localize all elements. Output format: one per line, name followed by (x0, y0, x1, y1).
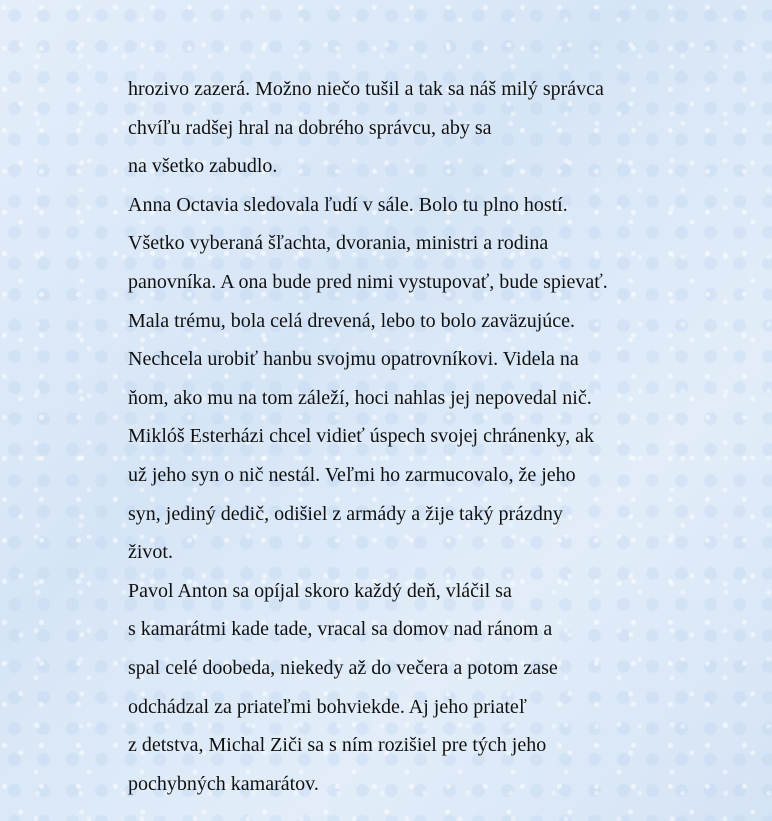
text-line: syn, jediný dedič, odišiel z armády a žije taký prázdny (128, 502, 563, 525)
text-line: Anna Octavia sledovala ľudí v sále. Bolo tu plno hostí. (128, 193, 568, 216)
text-line: odchádzal za priateľmi bohviekde. Aj jeho priateľ (128, 695, 527, 718)
text-line: Nechcela urobiť hanbu svojmu opatrovníkovi. Videla na (128, 348, 579, 371)
text-line: panovníka. A ona bude pred nimi vystupovať, bude spievať. (128, 270, 608, 293)
text-line: Miklóš Esterházi chcel vidieť úspech svojej chránenky, ak (128, 425, 594, 448)
body-text (128, 70, 728, 803)
text-line: hrozivo zazerá. Možno niečo tušil a tak sa náš milý správca (128, 78, 604, 100)
text-line: spal celé doobeda, niekedy až do večera a potom zase (128, 656, 558, 679)
text-line: život. (128, 541, 173, 564)
text-line: už jeho syn o nič nestál. Veľmi ho zarmucovalo, že jeho (128, 463, 576, 486)
text-line: z detstva, Michal Ziči sa s ním rozišiel pre tých jeho (128, 734, 547, 757)
text-line: ňom, ako mu na tom záleží, hoci nahlas jej nepovedal nič. (128, 386, 592, 409)
text-line: Mala trému, bola celá drevená, lebo to bolo zaväzujúce. (128, 309, 576, 332)
text-line: Všetko vyberaná šľachta, dvorania, ministri a rodina (128, 232, 549, 255)
text-line: na všetko zabudlo. (128, 155, 278, 178)
text-line: pochybných kamarátov. (128, 772, 319, 795)
text-line: Pavol Anton sa opíjal skoro každý deň, vláčil sa (128, 579, 512, 602)
text-line: chvíľu radšej hral na dobrého správcu, aby sa (128, 116, 492, 139)
text-line: s kamarátmi kade tade, vracal sa domov nad ránom a (128, 618, 553, 641)
